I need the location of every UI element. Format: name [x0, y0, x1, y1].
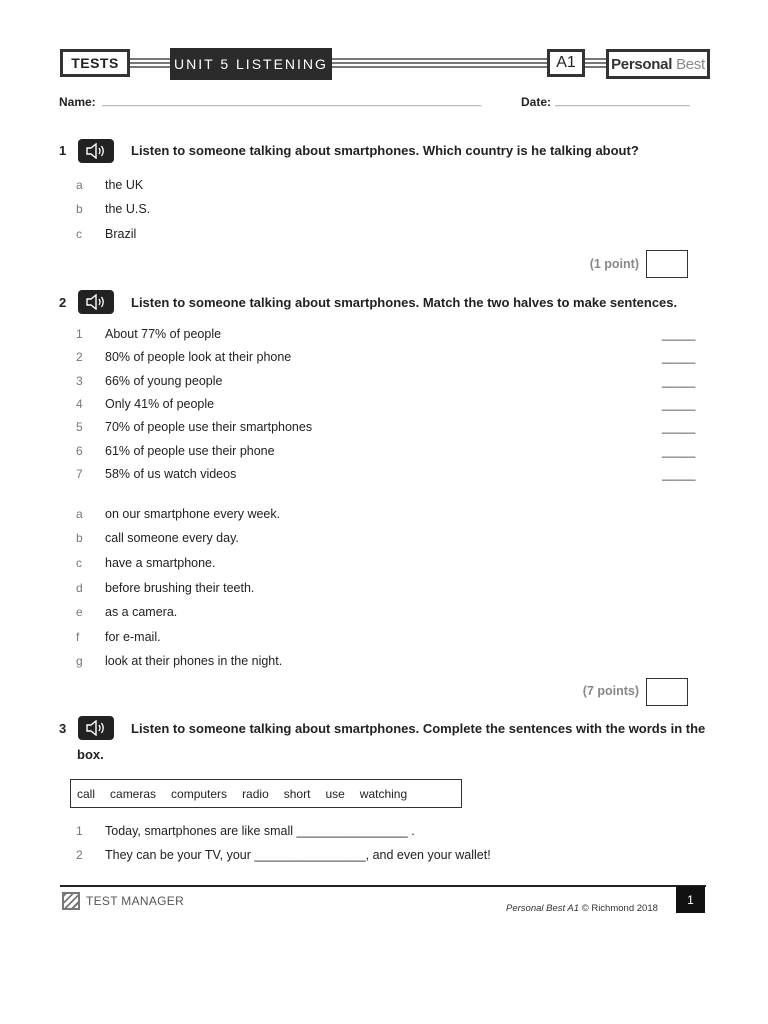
name-label: Name: [59, 95, 96, 109]
first-half-text: 80% of people look at their phone [105, 350, 292, 364]
second-half-text: on our smartphone every week. [105, 507, 281, 521]
option-letter: b [76, 202, 83, 216]
option-letter: a [76, 507, 83, 521]
answer-blank[interactable]: _____ [662, 350, 696, 364]
first-half-text: 70% of people use their smartphones [105, 420, 313, 434]
question-1-points: (1 point) [589, 257, 639, 271]
option-letter: c [76, 227, 82, 241]
first-half-text: 66% of young people [105, 374, 223, 388]
speaker-icon[interactable] [78, 716, 114, 740]
tests-label: TESTS [60, 49, 130, 77]
answer-blank[interactable]: _____ [662, 374, 696, 388]
word-box-item: radio [242, 786, 269, 801]
personal-best-logo [606, 49, 710, 79]
word-box-item: computers [171, 786, 228, 801]
question-3-number: 3 [59, 721, 67, 736]
question-1-number: 1 [59, 143, 67, 158]
option-text[interactable]: the U.S. [105, 202, 151, 216]
item-number: 2 [76, 350, 83, 364]
answer-blank[interactable]: _____ [662, 420, 696, 434]
gap-fill-sentence[interactable]: Today, smartphones are like small ________________ . [105, 824, 415, 838]
copyright-rest: © Richmond 2018 [579, 903, 658, 914]
word-box-item: call [77, 786, 96, 801]
option-letter: d [76, 581, 83, 595]
question-3-prompt-cont: box. [77, 747, 104, 762]
word-box-item: watching [359, 786, 408, 801]
header-band-right [584, 58, 608, 70]
option-letter: c [76, 556, 82, 570]
second-half-text: for e-mail. [105, 630, 161, 644]
second-half-text: have a smartphone. [105, 556, 216, 570]
date-label: Date: [521, 95, 552, 109]
first-half-text: 58% of us watch videos [105, 467, 237, 481]
option-letter: e [76, 605, 83, 619]
logo-text-personal: Personal [611, 55, 673, 73]
test-manager-label: TEST MANAGER [86, 894, 185, 908]
answer-blank[interactable]: _____ [662, 327, 696, 341]
word-box [70, 779, 462, 808]
first-half-text: 61% of people use their phone [105, 444, 275, 458]
second-half-text: as a camera. [105, 605, 178, 619]
level-badge: A1 [547, 49, 585, 77]
question-2-score-box[interactable] [646, 678, 688, 706]
item-number: 7 [76, 467, 83, 481]
question-2-prompt: Listen to someone talking about smartphones. Match the two halves to make sentences. [131, 295, 678, 310]
option-letter: b [76, 531, 83, 545]
first-half-text: Only 41% of people [105, 397, 215, 411]
item-number: 5 [76, 420, 83, 434]
first-half-text: About 77% of people [105, 327, 222, 341]
name-field[interactable]: ______________________________________________________________ [102, 95, 482, 107]
answer-blank[interactable]: _____ [662, 444, 696, 458]
item-number: 6 [76, 444, 83, 458]
item-number: 4 [76, 397, 83, 411]
copyright [506, 903, 658, 914]
question-1-prompt: Listen to someone talking about smartphones. Which country is he talking about? [131, 143, 639, 158]
question-3-prompt: Listen to someone talking about smartphones. Complete the sentences with the words in the [131, 721, 706, 736]
speaker-icon[interactable] [78, 290, 114, 314]
copyright-title: Personal Best A1 [506, 903, 580, 914]
answer-blank[interactable]: _____ [662, 397, 696, 411]
gap-fill-sentence[interactable]: They can be your TV, your ________________, and even your wallet! [105, 848, 491, 862]
test-manager-logo-icon [62, 892, 80, 910]
item-number: 3 [76, 374, 83, 388]
test-manager-logo [62, 892, 184, 910]
question-2-points: (7 points) [582, 684, 639, 698]
question-2-number: 2 [59, 295, 67, 310]
word-box-item: cameras [110, 786, 157, 801]
second-half-text: before brushing their teeth. [105, 581, 255, 595]
question-1-score-box[interactable] [646, 250, 688, 278]
speaker-icon-glyph [85, 143, 107, 159]
date-field[interactable]: ______________________ [555, 95, 690, 107]
word-box-item: use [325, 786, 345, 801]
option-letter: a [76, 178, 83, 192]
unit-title: UNIT 5 LISTENING [170, 48, 332, 80]
page-number: 1 [676, 886, 705, 913]
second-half-text: call someone every day. [105, 531, 239, 545]
item-number: 2 [76, 848, 83, 862]
option-text[interactable]: the UK [105, 178, 144, 192]
second-half-text: look at their phones in the night. [105, 654, 283, 668]
speaker-icon-glyph [85, 720, 107, 736]
item-number: 1 [76, 824, 83, 838]
option-letter: f [76, 630, 80, 644]
footer-divider [60, 885, 706, 887]
option-letter: g [76, 654, 83, 668]
speaker-icon[interactable] [78, 139, 114, 163]
logo-text-best: Best [676, 55, 705, 73]
option-text[interactable]: Brazil [105, 227, 137, 241]
word-box-item: short [283, 786, 311, 801]
answer-blank[interactable]: _____ [662, 467, 696, 481]
speaker-icon-glyph [85, 294, 107, 310]
item-number: 1 [76, 327, 83, 341]
